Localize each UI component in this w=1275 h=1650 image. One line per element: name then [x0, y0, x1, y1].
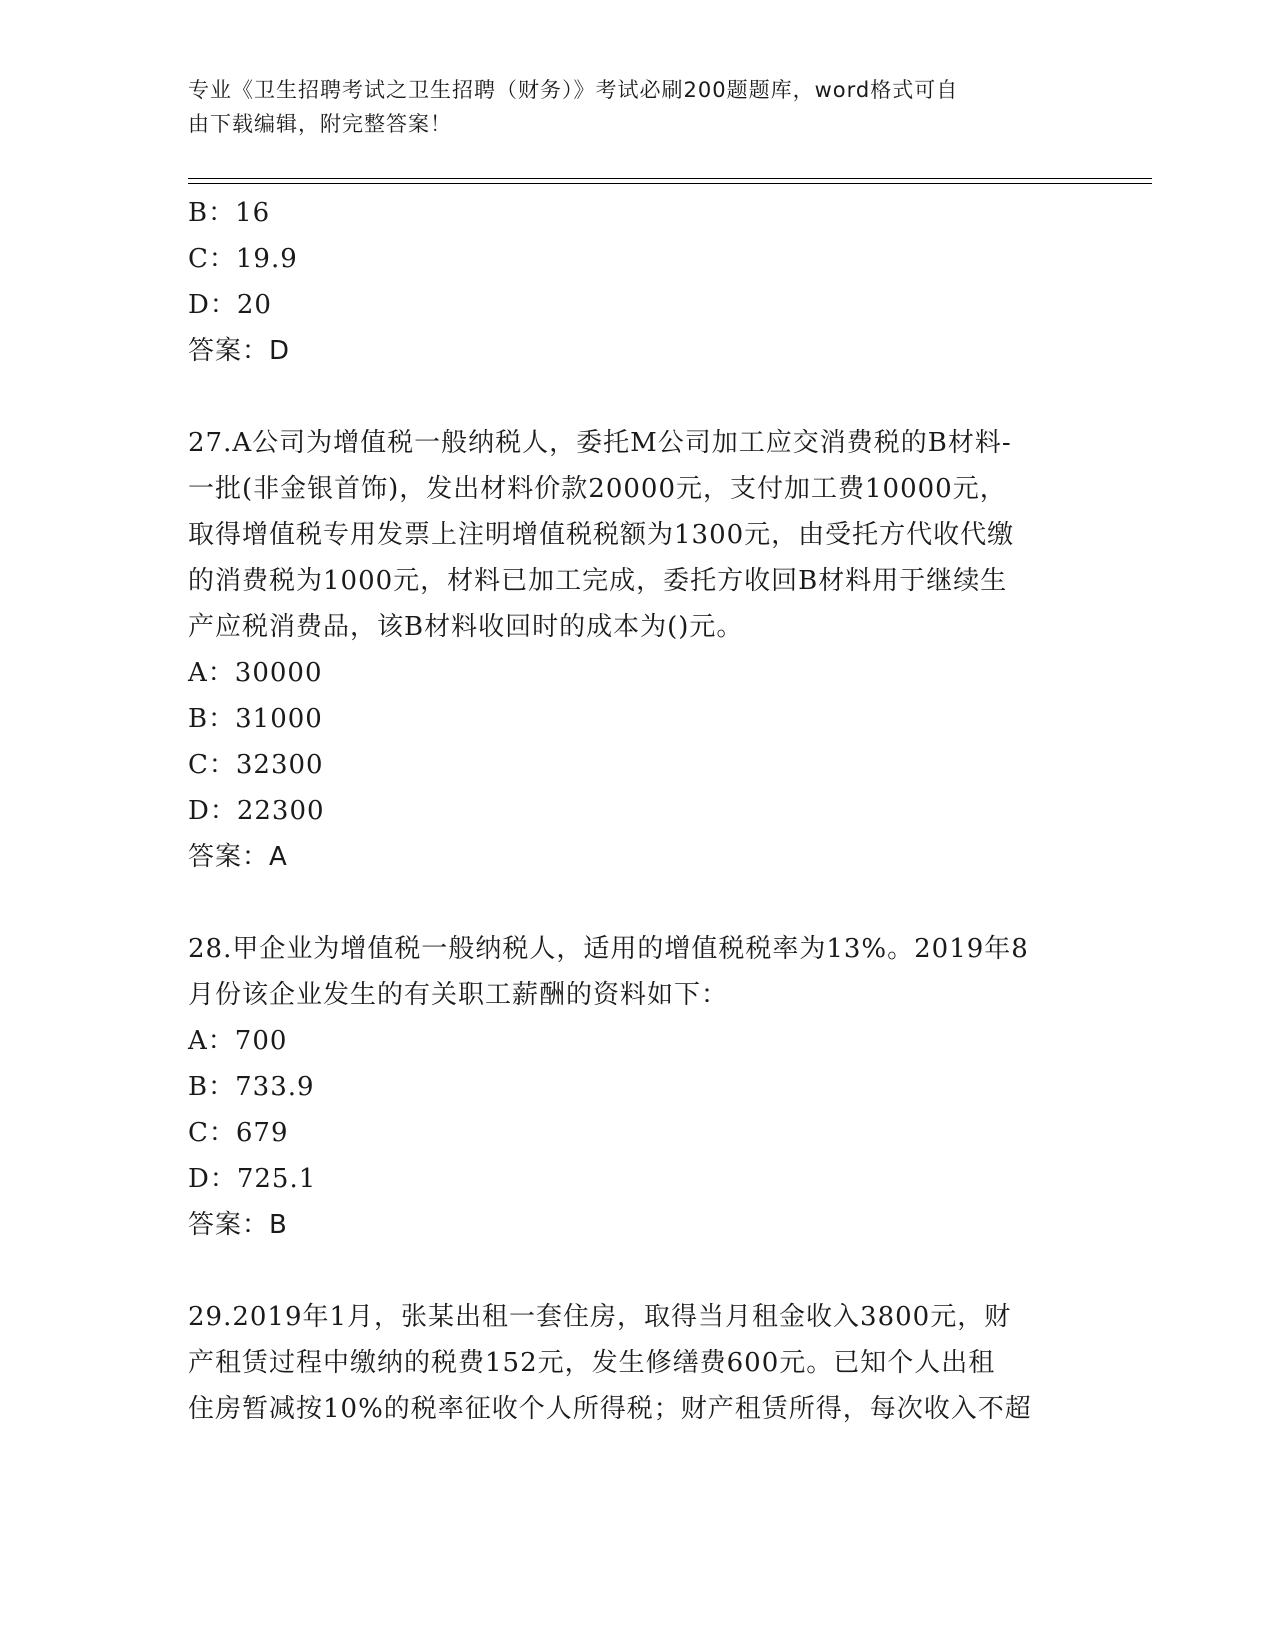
option-b: B：733.9: [188, 1072, 315, 1102]
option-c: C：679: [188, 1118, 289, 1148]
header-line: 由下载编辑，附完整答案！: [188, 112, 452, 136]
header-divider: [188, 178, 1152, 179]
option-d: D：725.1: [188, 1164, 317, 1194]
question-text-line: 取得增值税专用发票上注明增值税税额为1300元，由受托方代收代缴: [188, 520, 1015, 550]
option-b: B：31000: [188, 704, 323, 734]
question-text-line: 住房暂减按10%的税率征收个人所得税；财产租赁所得，每次收入不超: [188, 1394, 1032, 1424]
question-text-line: 29.2019年1月，张某出租一套住房，取得当月租金收入3800元，财: [188, 1302, 1012, 1332]
question-block: [188, 1294, 1088, 1432]
question-text-line: 产租赁过程中缴纳的税费152元，发生修缮费600元。已知个人出租: [188, 1348, 996, 1378]
answer-line: 答案：B: [188, 1210, 288, 1240]
question-block: [188, 926, 1088, 1248]
question-text-line: 产应税消费品，该B材料收回时的成本为()元。: [188, 612, 744, 642]
question-text-line: 28.甲企业为增值税一般纳税人，适用的增值税税率为13%。2019年8: [188, 934, 1029, 964]
question-text-line: 的消费税为1000元，材料已加工完成，委托方收回B材料用于继续生: [188, 566, 1008, 596]
option-c: C：19.9: [188, 244, 298, 274]
question-text-line: 27.A公司为增值税一般纳税人，委托M公司加工应交消费税的B材料-: [188, 428, 1012, 458]
question-block: [188, 190, 1088, 374]
page-header: [188, 73, 1068, 141]
option-d: D：22300: [188, 796, 325, 826]
header-divider: [188, 183, 1152, 184]
option-a: A：700: [188, 1026, 288, 1056]
option-d: D：20: [188, 290, 272, 320]
question-text-line: 月份该企业发生的有关职工薪酬的资料如下：: [188, 980, 729, 1010]
answer-line: 答案：D: [188, 336, 291, 366]
question-text-line: 一批(非金银首饰)，发出材料价款20000元，支付加工费10000元，: [188, 474, 1007, 504]
header-line: 专业《卫生招聘考试之卫生招聘（财务）》考试必刷200题题库，word格式可自: [188, 78, 959, 102]
answer-line: 答案：A: [188, 842, 288, 872]
question-block: [188, 420, 1088, 880]
option-b: B：16: [188, 198, 271, 228]
option-a: A：30000: [188, 658, 323, 688]
option-c: C：32300: [188, 750, 324, 780]
document-body: [188, 190, 1088, 1432]
